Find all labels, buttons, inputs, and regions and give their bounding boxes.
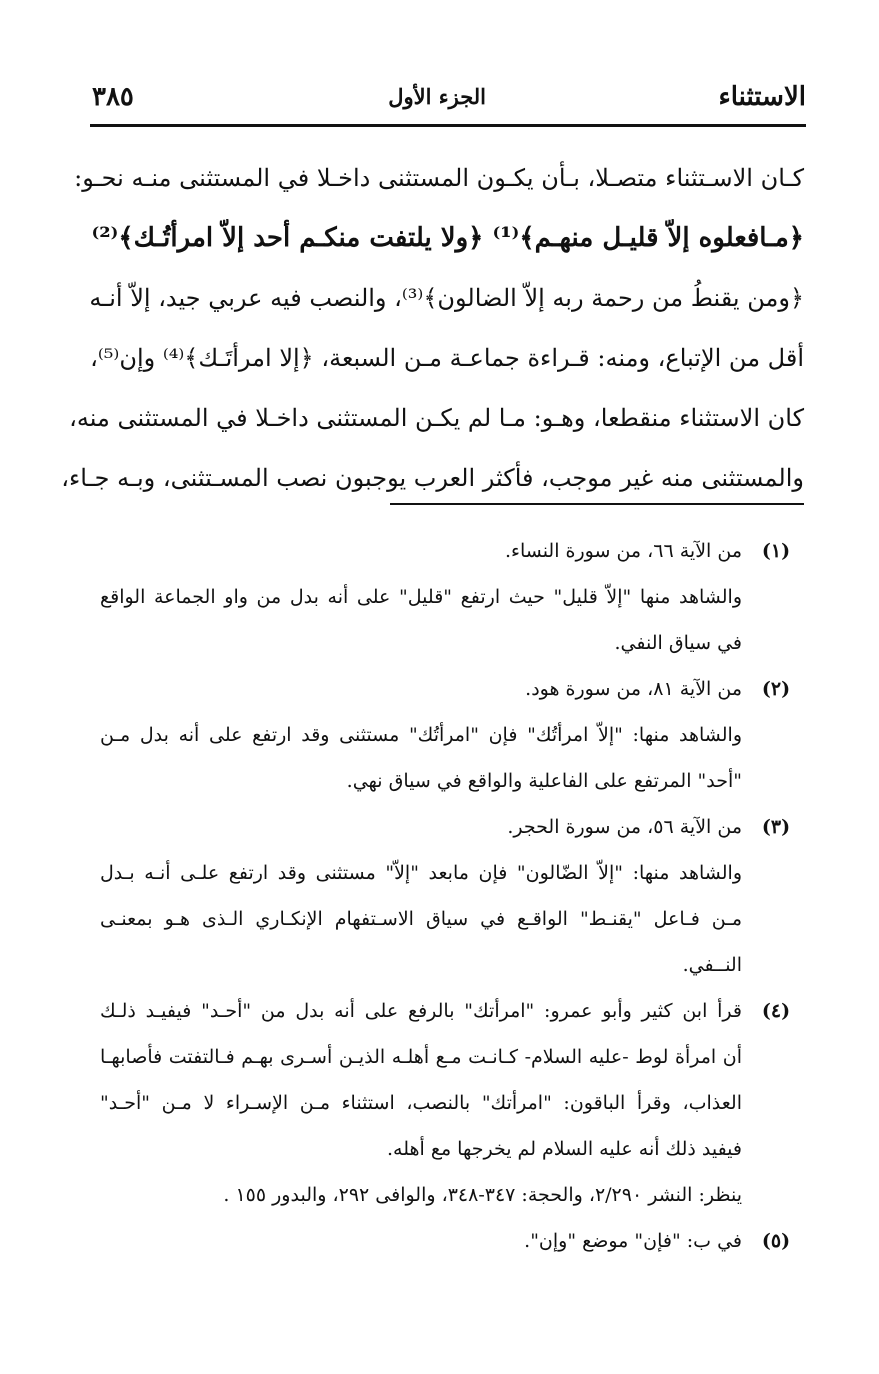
footnote-1 [100, 528, 804, 666]
footnote-line: والشاهد منها: "إلاّ الضّالون" فإن مابعد "إلاّ" مستثنى وقد ارتفع علـى أنـه بـدل [100, 862, 742, 884]
footnote-line: في سياق النفي. [614, 632, 742, 654]
header-divider [90, 124, 806, 127]
body-line: كـان الاسـتثناء متصـلا، بـأن يكـون المستثنى داخـلا في المستثنى منـه نحـو: [74, 164, 804, 192]
footnote-line: من الآية ٥٦، من سورة الحجر. [507, 816, 742, 838]
body-line: أقل من الإتباع، ومنه: قـراءة جماعـة مـن السبعة، ﴿إلا امرأتَـك﴾⁽⁴⁾ وإن⁽⁵⁾، [90, 344, 804, 372]
footnote-line: من الآية ٨١، من سورة هود. [525, 678, 742, 700]
footnote-line: النــفي. [682, 954, 742, 976]
body-line: ﴿ومن يقنطُ من رحمة ربه إلاّ الضالون﴾⁽³⁾، والنصب فيه عربي جيد، إلاّ أنـه [89, 284, 804, 312]
footnote-line: "أحد" المرتفع على الفاعلية والواقع في سياق نهي. [346, 770, 742, 792]
footnote-line: أن امرأة لوط -عليه السلام- كـانـت مـع أهلـه الذيـن أسـرى بهـم فـالتفتت فأصابهـا [100, 1046, 742, 1068]
footnote-4 [100, 988, 804, 1218]
footnote-2 [100, 666, 804, 804]
footnote-3 [100, 804, 804, 988]
body-line: كان الاستثناء منقطعا، وهـو: مـا لم يكـن المستثنى داخـلا في المستثنى منه، [69, 404, 804, 432]
page-number: ٣٨٥ [92, 82, 134, 112]
footnote-5 [100, 1218, 804, 1264]
footnote-number: (٣) [761, 816, 791, 838]
footnote-number: (٢) [761, 678, 791, 700]
main-text [61, 148, 804, 508]
footnote-line: العذاب، وقرأ الباقون: "امرأتك" بالنصب، استثناء مـن الإسـراء لا مـن "أحـد" [100, 1092, 742, 1114]
footnote-line: قرأ ابن كثير وأبو عمرو: "امرأتك" بالرفع على أنه بدل من "أحـد" فيفيـد ذلـك [100, 1000, 742, 1022]
footnote-line: والشاهد منها: "إلاّ امرأتُك" فإن "امرأتُك" مستثنى وقد ارتفع على أنه بدل مـن [100, 724, 742, 746]
footnote-line: مـن فـاعل "يقنـط" الواقـع في سياق الاسـتفهام الإنكـاري الـذى هـو بمعنـى [100, 908, 742, 930]
body-line: ﴿مـافعلوه إلاّ قليـل منهـم﴾⁽¹⁾ ﴿ولا يلتفت منكـم أحد إلاّ امرأتُـك﴾⁽²⁾ [91, 223, 804, 253]
part-title: الجزء الأول [388, 84, 486, 109]
page-header [88, 82, 806, 116]
footnote-line: من الآية ٦٦، من سورة النساء. [504, 540, 742, 562]
body-line: والمستثنى منه غير موجب، فأكثر العرب يوجبون نصب المسـتثنى، وبـه جـاء، [61, 464, 804, 492]
footnote-number: (٥) [761, 1230, 791, 1252]
footnote-line: والشاهد منها "إلاّ قليل" حيث ارتفع "قليل" على أنه بدل من واو الجماعة الواقع [100, 586, 742, 608]
footnotes [100, 528, 804, 1264]
footnote-number: (٤) [761, 1000, 791, 1022]
footnote-number: (١) [761, 540, 791, 562]
footnote-divider [390, 503, 804, 505]
footnote-reference-line: ينظر: النشر ٢/٢٩٠، والحجة: ٣٤٧-٣٤٨، والوافى ٢٩٢، والبدور ١٥٥ . [223, 1184, 742, 1206]
section-title: الاستثناء [718, 82, 806, 112]
footnote-line: فيفيد ذلك أنه عليه السلام لم يخرجها مع أهله. [387, 1138, 742, 1160]
footnote-line: في ب: "فإن" موضع "وإن". [524, 1230, 742, 1252]
